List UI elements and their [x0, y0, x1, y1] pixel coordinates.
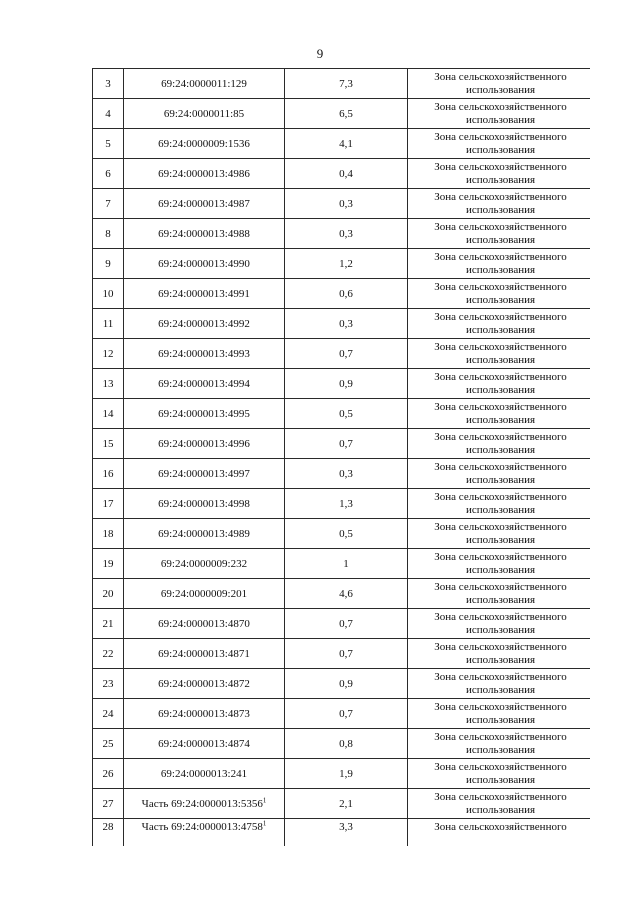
area-text: 4,6 — [339, 587, 353, 600]
table-row — [93, 309, 591, 339]
row-number-text: 10 — [102, 287, 114, 300]
area-cell — [285, 309, 408, 339]
page-number: 9 — [316, 46, 324, 61]
zone-cell — [408, 729, 591, 759]
zone-text: Зона сельскохозяйственного использования — [434, 580, 567, 606]
zone-text: Зона сельскохозяйственного использования — [434, 670, 567, 696]
row-number-cell — [93, 579, 124, 609]
row-number-text: 4 — [105, 107, 111, 120]
cadastral-number-text: 69:24:0000011:129 — [161, 77, 247, 90]
zone-text: Зона сельскохозяйственного использования — [434, 220, 567, 246]
area-text: 0,9 — [339, 377, 353, 390]
row-number-text: 21 — [102, 617, 114, 630]
zone-cell — [408, 699, 591, 729]
cadastral-number-cell — [124, 189, 285, 219]
row-number-cell — [93, 489, 124, 519]
cadastral-number-text: 69:24:0000009:1536 — [158, 137, 250, 150]
zone-cell — [408, 489, 591, 519]
row-number-cell — [93, 819, 124, 847]
zone-text: Зона сельскохозяйственного использования — [434, 460, 567, 486]
cadastral-number-text: 69:24:0000013:4871 — [158, 647, 250, 660]
cadastral-number-text: 69:24:0000013:4993 — [158, 347, 250, 360]
row-number-cell — [93, 699, 124, 729]
area-cell — [285, 369, 408, 399]
cadastral-number-text: 69:24:0000013:4998 — [158, 497, 250, 510]
area-cell — [285, 639, 408, 669]
cadastral-number-cell — [124, 459, 285, 489]
area-text: 4,1 — [339, 137, 353, 150]
table-row — [93, 129, 591, 159]
row-number-cell — [93, 69, 124, 99]
row-number-text: 11 — [102, 317, 114, 330]
row-number-text: 25 — [102, 737, 114, 750]
parcel-table-body — [93, 69, 591, 847]
row-number-cell — [93, 639, 124, 669]
table-row — [93, 399, 591, 429]
cadastral-number-text: 69:24:0000013:4994 — [158, 377, 250, 390]
row-number-text: 23 — [102, 677, 114, 690]
cadastral-number-cell — [124, 729, 285, 759]
area-text: 1,9 — [339, 767, 353, 780]
cadastral-number-cell — [124, 309, 285, 339]
table-row — [93, 369, 591, 399]
table-row — [93, 699, 591, 729]
zone-cell — [408, 219, 591, 249]
zone-text: Зона сельскохозяйственного использования — [434, 550, 567, 576]
cadastral-number-cell — [124, 249, 285, 279]
area-cell — [285, 819, 408, 847]
area-text: 0,7 — [339, 437, 353, 450]
row-number-cell — [93, 609, 124, 639]
row-number-cell — [93, 189, 124, 219]
cadastral-number-text: 69:24:0000011:85 — [163, 107, 245, 120]
zone-text: Зона сельскохозяйственного использования — [434, 430, 567, 456]
zone-cell — [408, 609, 591, 639]
table-row — [93, 759, 591, 789]
area-cell — [285, 249, 408, 279]
area-text: 0,3 — [339, 197, 353, 210]
zone-cell — [408, 459, 591, 489]
cadastral-number-text: 69:24:0000013:4991 — [158, 287, 250, 300]
row-number-text: 7 — [105, 197, 111, 210]
row-number-cell — [93, 309, 124, 339]
cadastral-number-text: 69:24:0000013:4874 — [158, 737, 250, 750]
cadastral-number-cell — [124, 789, 285, 819]
zone-cell — [408, 159, 591, 189]
cadastral-number-text: 69:24:0000013:4996 — [158, 437, 250, 450]
area-text: 6,5 — [339, 107, 353, 120]
row-number-text: 17 — [102, 497, 114, 510]
area-text: 0,3 — [339, 467, 353, 480]
table-row — [93, 729, 591, 759]
row-number-cell — [93, 759, 124, 789]
zone-cell — [408, 189, 591, 219]
zone-text: Зона сельскохозяйственного использования — [434, 700, 567, 726]
cadastral-number-text: 69:24:0000013:4987 — [158, 197, 250, 210]
zone-cell — [408, 669, 591, 699]
row-number-cell — [93, 129, 124, 159]
footnote-marker: 1 — [262, 795, 267, 804]
row-number-text: 13 — [102, 377, 114, 390]
row-number-cell — [93, 249, 124, 279]
area-cell — [285, 189, 408, 219]
footnote-marker: 1 — [262, 819, 267, 828]
area-text: 0,7 — [339, 617, 353, 630]
zone-cell — [408, 549, 591, 579]
zone-cell — [408, 309, 591, 339]
zone-cell — [408, 639, 591, 669]
zone-text: Зона сельскохозяйственного использования — [434, 160, 567, 186]
table-row — [93, 219, 591, 249]
cadastral-number-text: 69:24:0000013:4873 — [158, 707, 250, 720]
area-text: 7,3 — [339, 77, 353, 90]
cadastral-number-text: 69:24:0000013:4988 — [158, 227, 250, 240]
row-number-cell — [93, 339, 124, 369]
cadastral-number-text: 69:24:0000013:4870 — [158, 617, 250, 630]
cadastral-number-text: 69:24:0000013:4989 — [158, 527, 250, 540]
area-cell — [285, 69, 408, 99]
table-row — [93, 339, 591, 369]
table-row — [93, 639, 591, 669]
cadastral-number-cell — [124, 399, 285, 429]
area-cell — [285, 759, 408, 789]
cadastral-number-cell — [124, 819, 285, 847]
cadastral-number-cell — [124, 339, 285, 369]
zone-cell — [408, 129, 591, 159]
row-number-cell — [93, 519, 124, 549]
table-row — [93, 519, 591, 549]
row-number-cell — [93, 789, 124, 819]
area-cell — [285, 159, 408, 189]
area-cell — [285, 669, 408, 699]
cadastral-number-cell — [124, 759, 285, 789]
row-number-text: 20 — [102, 587, 114, 600]
zone-text: Зона сельскохозяйственного использования — [434, 190, 567, 216]
area-text: 1 — [343, 557, 349, 570]
cadastral-number-cell — [124, 219, 285, 249]
cadastral-number-cell — [124, 639, 285, 669]
cadastral-number-cell — [124, 669, 285, 699]
row-number-text: 12 — [102, 347, 114, 360]
cadastral-number-cell — [124, 159, 285, 189]
area-cell — [285, 339, 408, 369]
cadastral-number-text: 69:24:0000013:4986 — [158, 167, 250, 180]
table-row — [93, 579, 591, 609]
area-text: 0,8 — [339, 737, 353, 750]
zone-text: Зона сельскохозяйственного использования — [434, 490, 567, 516]
zone-cell — [408, 339, 591, 369]
cadastral-number-text: 69:24:0000013:4995 — [158, 407, 250, 420]
table-row — [93, 189, 591, 219]
area-cell — [285, 699, 408, 729]
area-text: 3,3 — [339, 821, 353, 833]
parcel-table — [92, 68, 590, 846]
zone-text: Зона сельскохозяйственного использования — [434, 370, 567, 396]
row-number-text: 9 — [105, 257, 111, 270]
table-row — [93, 429, 591, 459]
table-row — [93, 819, 591, 847]
row-number-cell — [93, 159, 124, 189]
table-row — [93, 609, 591, 639]
area-text: 0,3 — [339, 227, 353, 240]
row-number-text: 18 — [102, 527, 114, 540]
row-number-cell — [93, 369, 124, 399]
area-text: 0,3 — [339, 317, 353, 330]
table-row — [93, 549, 591, 579]
area-cell — [285, 399, 408, 429]
zone-cell — [408, 279, 591, 309]
area-cell — [285, 729, 408, 759]
cadastral-number-cell — [124, 69, 285, 99]
zone-text: Зона сельскохозяйственного использования — [434, 250, 567, 276]
zone-cell — [408, 579, 591, 609]
cadastral-number-text: 69:24:0000009:201 — [160, 587, 248, 600]
row-number-text: 24 — [102, 707, 114, 720]
cadastral-number-cell — [124, 579, 285, 609]
cadastral-number-cell — [124, 429, 285, 459]
row-number-cell — [93, 549, 124, 579]
zone-cell — [408, 429, 591, 459]
row-number-text: 14 — [102, 407, 114, 420]
row-number-text: 5 — [105, 137, 111, 150]
area-cell — [285, 579, 408, 609]
row-number-text: 26 — [102, 767, 114, 780]
row-number-cell — [93, 669, 124, 699]
area-cell — [285, 519, 408, 549]
row-number-cell — [93, 219, 124, 249]
area-text: 0,5 — [339, 527, 353, 540]
area-cell — [285, 459, 408, 489]
zone-text: Зона сельскохозяйственного использования — [434, 730, 567, 756]
area-text: 0,7 — [339, 707, 353, 720]
zone-cell — [408, 69, 591, 99]
cadastral-number-text: 69:24:0000013:4992 — [158, 317, 250, 330]
area-text: 0,5 — [339, 407, 353, 420]
row-number-cell — [93, 459, 124, 489]
zone-text: Зона сельскохозяйственного использования — [434, 130, 567, 156]
area-cell — [285, 609, 408, 639]
area-cell — [285, 129, 408, 159]
zone-text: Зона сельскохозяйственного использования — [434, 100, 567, 126]
row-number-text: 27 — [102, 797, 114, 810]
zone-text: Зона сельскохозяйственного использования — [434, 280, 567, 306]
cadastral-number-cell — [124, 369, 285, 399]
area-cell — [285, 279, 408, 309]
zone-text: Зона сельскохозяйственного использования — [434, 340, 567, 366]
zone-cell — [408, 759, 591, 789]
zone-cell — [408, 819, 591, 847]
cadastral-number-cell — [124, 609, 285, 639]
row-number-cell — [93, 279, 124, 309]
cadastral-number-text: Часть 69:24:0000013:4758 — [141, 821, 263, 833]
zone-text: Зона сельскохозяйственного использования — [434, 520, 567, 546]
cadastral-number-cell — [124, 489, 285, 519]
parcel-table-container — [92, 68, 590, 846]
table-row — [93, 249, 591, 279]
table-row — [93, 159, 591, 189]
row-number-cell — [93, 99, 124, 129]
cadastral-number-cell — [124, 699, 285, 729]
table-row — [93, 489, 591, 519]
area-cell — [285, 429, 408, 459]
area-text: 0,4 — [339, 167, 353, 180]
area-cell — [285, 219, 408, 249]
zone-cell — [408, 399, 591, 429]
zone-text: Зона сельскохозяйственного использования — [434, 610, 567, 636]
area-text: 1,3 — [339, 497, 353, 510]
cadastral-number-cell — [124, 549, 285, 579]
zone-text: Зона сельскохозяйственного использования — [434, 70, 567, 96]
zone-cell — [408, 519, 591, 549]
row-number-cell — [93, 729, 124, 759]
table-row — [93, 459, 591, 489]
area-text: 0,6 — [339, 287, 353, 300]
zone-cell — [408, 789, 591, 819]
cadastral-number-text: Часть 69:24:0000013:5356 — [141, 797, 263, 810]
area-text: 0,7 — [339, 347, 353, 360]
row-number-text: 8 — [105, 227, 111, 240]
row-number-text: 3 — [105, 77, 111, 90]
area-text: 0,9 — [339, 677, 353, 690]
zone-text: Зона сельскохозяйственного использования — [434, 640, 567, 666]
zone-text: Зона сельскохозяйственного — [434, 821, 567, 833]
zone-cell — [408, 249, 591, 279]
row-number-cell — [93, 429, 124, 459]
cadastral-number-cell — [124, 129, 285, 159]
zone-text: Зона сельскохозяйственного использования — [434, 310, 567, 336]
zone-text: Зона сельскохозяйственного использования — [434, 400, 567, 426]
zone-text: Зона сельскохозяйственного использования — [434, 760, 567, 786]
cadastral-number-cell — [124, 99, 285, 129]
row-number-text: 19 — [102, 557, 114, 570]
zone-cell — [408, 369, 591, 399]
area-text: 0,7 — [339, 647, 353, 660]
row-number-text: 16 — [102, 467, 114, 480]
table-row — [93, 99, 591, 129]
table-row — [93, 279, 591, 309]
area-cell — [285, 789, 408, 819]
cadastral-number-text: 69:24:0000013:241 — [160, 767, 248, 780]
row-number-text: 28 — [102, 821, 114, 833]
area-cell — [285, 99, 408, 129]
row-number-text: 22 — [102, 647, 114, 660]
cadastral-number-text: 69:24:0000009:232 — [160, 557, 248, 570]
table-row — [93, 69, 591, 99]
table-row — [93, 789, 591, 819]
area-cell — [285, 549, 408, 579]
area-cell — [285, 489, 408, 519]
cadastral-number-text: 69:24:0000013:4872 — [158, 677, 250, 690]
zone-text: Зона сельскохозяйственного использования — [434, 790, 567, 816]
area-text: 1,2 — [339, 257, 353, 270]
row-number-cell — [93, 399, 124, 429]
area-text: 2,1 — [339, 797, 353, 810]
table-row — [93, 669, 591, 699]
cadastral-number-text: 69:24:0000013:4990 — [158, 257, 250, 270]
row-number-text: 6 — [105, 167, 111, 180]
zone-cell — [408, 99, 591, 129]
row-number-text: 15 — [102, 437, 114, 450]
cadastral-number-cell — [124, 519, 285, 549]
cadastral-number-text: 69:24:0000013:4997 — [158, 467, 250, 480]
cadastral-number-cell — [124, 279, 285, 309]
